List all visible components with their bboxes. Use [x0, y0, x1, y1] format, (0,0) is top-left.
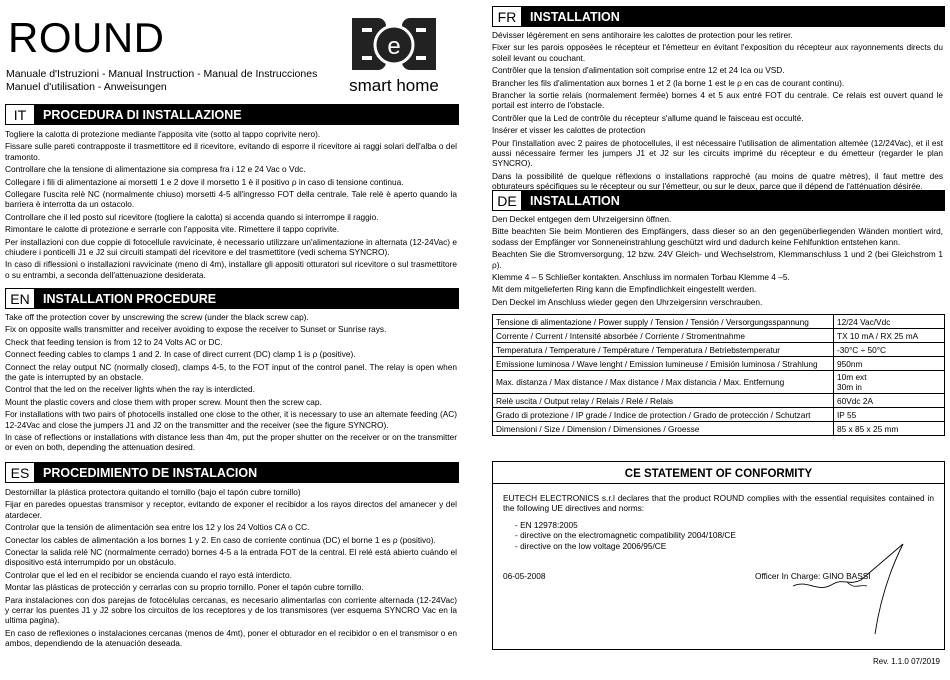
paragraph: Klemme 4 – 5 Schließer kontakten. Anschluss im normalen Torbau Klemme 4 –5.	[492, 272, 790, 283]
section-body-es	[5, 487, 457, 651]
paragraph: Fijar en paredes opuestas transmisor y receptor, evitando de exponer el recibidor a los rayos directos del amanecer y del atardecer.	[5, 499, 457, 520]
paragraph: Control that the led on the receiver lights when the ray is interdicted.	[5, 384, 255, 395]
paragraph: Connect the relay output NC (normally closed), clamps 4-5, to the FOT input of the control panel. The relay is open when the gate is interrupted by an obstacle.	[5, 361, 457, 383]
signature-icon	[783, 524, 933, 636]
spec-label: Emissione luminosa / Wave lenght / Emission lumineuse / Emisión luminosa / Strahlung	[493, 357, 834, 371]
section-header-de	[492, 190, 945, 211]
ce-statement-box	[492, 461, 945, 650]
spec-label: Grado di protezione / IP grade / Indice de protection / Grado de protección / Schutzart	[493, 408, 834, 422]
spec-row	[493, 357, 945, 371]
spec-row	[493, 408, 945, 422]
spec-value: IP 55	[834, 408, 945, 422]
paragraph: Beachten Sie die Stromversorgung, 12 bzw. 24V Gleich- und Wechselstrom, Klemmanschluss 1 und 2 (bei Gleichstrom 1 ρ).	[492, 249, 943, 270]
ce-officer: Officer In Charge: GINO BASSI	[755, 571, 871, 581]
spec-label: Dimensioni / Size / Dimension / Dimensiones / Groesse	[493, 422, 834, 436]
paragraph: Fissare sulle pareti contrapposte il trasmettitore ed il ricevitore, evitando di esporre il ricevitore ai raggi solari dell'alba o del tramonto.	[5, 141, 457, 162]
spec-row	[493, 343, 945, 357]
paragraph: Conectar los cables de alimentación a los bornes 1 y 2. En caso de corriente continua (DC) el borne 1 es ρ (positivo).	[5, 534, 436, 545]
section-code: FR	[493, 7, 522, 26]
paragraph: Collegare i fili di alimentazione ai morsetti 1 e 2 dove il morsetto 1 è il positivo ρ in caso di tensione continua.	[5, 176, 404, 187]
section-code: EN	[6, 289, 35, 308]
paragraph: Den Deckel im Anschluss wieder gegen den Uhrzeigersinn verschrauben.	[492, 296, 763, 307]
paragraph: For installations with two pairs of photocells installed one close to the other, it is necessary to use an alternate feeding (AC) 12-24Vac and close the jumpers J1 and J2 on the transmitter and the receiver (see the figure SYNCRO).	[5, 409, 457, 430]
spec-value: 950nm	[834, 357, 945, 371]
paragraph: Controlar que la tensión de alimentación sea entre los 12 y los 24 Voltios CA o CC.	[5, 522, 310, 533]
paragraph: Togliere la calotta di protezione mediante l'apposita vite (sotto al tappo coprivite nero).	[5, 129, 321, 139]
spec-row	[493, 315, 945, 329]
paragraph: Mount the plastic covers and close them with proper screw. Mount then the screw cap.	[5, 396, 322, 407]
section-body-de	[492, 214, 943, 309]
paragraph: Contrôler que la tension d'alimentation soit comprise entre 12 et 24 Ica ou VSD.	[492, 65, 785, 76]
section-body-fr	[492, 30, 943, 194]
spec-value: 60Vdc 2A	[834, 394, 945, 408]
ce-title: CE STATEMENT OF CONFORMITY	[493, 462, 944, 484]
spec-value: 12/24 Vac/Vdc	[834, 315, 945, 329]
paragraph: Check that feeding tension is from 12 to 24 Volts AC or DC.	[5, 336, 223, 347]
paragraph: Mit dem mitgelieferten Ring kann die Empfindlichkeit eingestellt werden.	[492, 284, 757, 295]
paragraph: Brancher la sortie relais (normalement fermée) bornes 4 et 5 aux entré FOT du centrale. Ce relais est ouvert quand le portail est interro de l'obstacle.	[492, 90, 943, 111]
logo-text: smart home	[349, 76, 439, 95]
revision-label: Rev. 1.1.0 07/2019	[872, 657, 940, 666]
section-header-it	[5, 104, 459, 125]
paragraph: Insérer et visser les calottes de protection	[492, 125, 646, 136]
paragraph: Collegare l'uscita relè NC (normalmente chiuso) morsetti 4-5 all'ingresso FOT della centrale. Tale relè è aperto quando la barriera è interrotta da un ostacolo.	[5, 189, 457, 210]
spec-label: Tensione di alimentazione / Power supply / Tension / Tensión / Versorgungsspannung	[493, 315, 834, 329]
paragraph: Den Deckel entgegen dem Uhrzeigersinn öffnen.	[492, 214, 672, 224]
spec-label: Temperatura / Temperature / Température / Temperatura / Betriebstemperatur	[493, 343, 834, 357]
spec-table	[492, 314, 945, 436]
document-subtitle	[6, 68, 336, 94]
spec-label: Max. distanza / Max distance / Max distance / Max distancia / Max. Entfernung	[493, 371, 834, 394]
section-header-fr	[492, 6, 945, 27]
paragraph: Controllare che il led posto sul ricevitore (togliere la calotta) si accenda quando si interrompe il raggio.	[5, 211, 379, 222]
section-title: INSTALLATION	[522, 191, 944, 210]
subtitle-line: Manuel d'utilisation - Anweisungen	[6, 81, 167, 93]
paragraph: Conectar la salida relé NC (normalmente cerrado) bornes 4-5 a la entrada FOT de la central. El relé está abierto cuándo el dispositivo está interrumpido por un obstáculo.	[5, 547, 457, 568]
paragraph: Pour l'installation avec 2 paires de photocellules, il est nécessaire l'utilisation de alimentation altemée (12/24Vac), et il est aussi nécessaire fermer les jumpers J1 et J2 sur les circuits imprimé du récepteur e du émetteur (regarder le plan SYNCRO).	[492, 137, 943, 169]
brand-logo	[348, 14, 440, 95]
ce-intro: EUTECH ELECTRONICS s.r.l declares that the product ROUND complies with the essential requisites contained in the following UE directives and norms:	[503, 493, 934, 514]
section-body-en	[5, 312, 457, 455]
spec-value: 85 x 85 x 25 mm	[834, 422, 945, 436]
paragraph: Bitte beachten Sie beim Montieren des Empfängers, dass dieser so an den gegenüberliegenden Wänden montiert wird, sodass der Empfänger vor Sonneneinstrahlung geschützt wird und dadurch keine Fehlfunktion entstehen kann.	[492, 226, 943, 247]
subtitle-line: Manuale d'Istruzioni - Manual Instruction - Manual de Instrucciones	[6, 68, 318, 80]
document-title: ROUND	[8, 14, 165, 61]
section-body-it	[5, 129, 457, 282]
paragraph: Rimontare le calotte di protezione e serrarle con l'apposita vite. Rimettere il tappo coprivite.	[5, 224, 340, 235]
paragraph: Dans la possibilité de quelque réflexions o installations rapproché (au moins de quatre mètres), il faut mettre des obturateurs spécifiques su le récepteur ou sur l'émetteur, ou sur le deux, parce que il dépend de l'atténuation désirée.	[492, 170, 943, 192]
paragraph: Fixer sur les parois opposées le récepteur et l'émetteur en évitant l'exposition du récepteur aux rayonnements directs du soleil levant ou couchant.	[492, 42, 943, 63]
logo-mark-icon	[348, 14, 440, 74]
section-header-es	[5, 462, 459, 483]
section-title: INSTALLATION PROCEDURE	[35, 289, 458, 308]
paragraph: Destornillar la plástica protectora quitando el tornillo (bajo el tapón cubre tornillo)	[5, 487, 301, 497]
paragraph: Contrôler que la Led de contrôle du récepteur s'allume quand le faisceau est occulté.	[492, 112, 804, 123]
section-title: INSTALLATION	[522, 7, 944, 26]
paragraph: Controlar que el led en el recibidor se encienda cuando el rayo está interdicto.	[5, 569, 292, 580]
spec-table-wrapper	[492, 314, 945, 436]
paragraph: Montar las plásticas de protección y cerrarlas con su proprio tornillo. Poner el tapón cubre tornillo.	[5, 582, 364, 593]
paragraph: Take off the protection cover by unscrewing the screw (under the black screw cap).	[5, 312, 309, 322]
paragraph: En caso de reflexiones o instalaciones cercanas (menos de 4mt), poner el obturador en el recibidor o en el transmisor o en ambos, dependiendo de la atenuación deseada.	[5, 627, 457, 649]
svg-text:e: e	[387, 33, 401, 60]
paragraph: Fix on opposite walls transmitter and receiver avoiding to expose the receiver to Sunset or Sunrise rays.	[5, 324, 387, 335]
paragraph: In case of reflections or installations with distance less than 4m, put the proper shutter on the receiver or on the transmitter or even on both, depending the attenuation desired.	[5, 432, 457, 453]
spec-row	[493, 394, 945, 408]
paragraph: Dévisser légèrement en sens antihoraire les calottes de protection pour les retirer.	[492, 30, 793, 40]
spec-value: TX 10 mA / RX 25 mA	[834, 329, 945, 343]
spec-row	[493, 422, 945, 436]
section-code: ES	[6, 463, 35, 482]
spec-label: Corrente / Current / Intensité absorbée / Corriente / Stromentnahme	[493, 329, 834, 343]
section-code: IT	[6, 105, 35, 124]
paragraph: Per installazioni con due coppie di fotocellule ravvicinate, è necessario utilizzare un'alimentazione in alternata (12-24Vac) e chiudere i ponticelli J1 e J2 sui circuiti stampati del ricevitore e del trasmettitore (vedi schema SYNCRO).	[5, 236, 457, 258]
ce-directive-item: - directive on the low voltage 2006/95/CE	[515, 540, 667, 551]
section-header-en	[5, 288, 459, 309]
section-title: PROCEDURA DI INSTALLAZIONE	[35, 105, 458, 124]
spec-value: -30°C ÷ 50°C	[834, 343, 945, 357]
ce-directive-item: - directive on the electromagnetic compatibility 2004/108/CE	[515, 530, 736, 541]
spec-row	[493, 329, 945, 343]
paragraph: Brancher les fils d'alimentation aux bornes 1 et 2 (la borne 1 est le ρ en cas de courant continu).	[492, 77, 845, 88]
spec-row	[493, 371, 945, 394]
paragraph: In caso di riflessioni o installazioni ravvicinate (meno di 4m), installare gli appositi otturatori sul ricevitore o sul trasmettitore o su entrambi, a seconda dell'attenuazione desiderata.	[5, 259, 457, 280]
paragraph: Para instalaciones con dos parejas de fotocélulas cercanas, es necesario alimentarlas con corriente alternada (12-24Vac) y cerrar los puentes J1 y J2 sobre los circuitos de los receptores y de los transmisores (ver esquema SYNCRO Vac en la ultima pagina).	[5, 594, 457, 626]
ce-date: 06-05-2008	[503, 571, 546, 581]
spec-label: Relè uscita / Output relay / Relais / Relé / Relais	[493, 394, 834, 408]
spec-value: 10m ext 30m in	[834, 371, 945, 394]
paragraph: Connect feeding cables to clamps 1 and 2. In case of direct current (DC) clamp 1 is ρ (positive).	[5, 349, 356, 360]
section-code: DE	[493, 191, 522, 210]
section-title: PROCEDIMIENTO DE INSTALACION	[35, 463, 458, 482]
ce-directive-item: - EN 12978:2005	[515, 519, 578, 530]
paragraph: Controllare che la tensione di alimentazione sia compresa fra i 12 e 24 Vac o Vdc.	[5, 164, 306, 175]
